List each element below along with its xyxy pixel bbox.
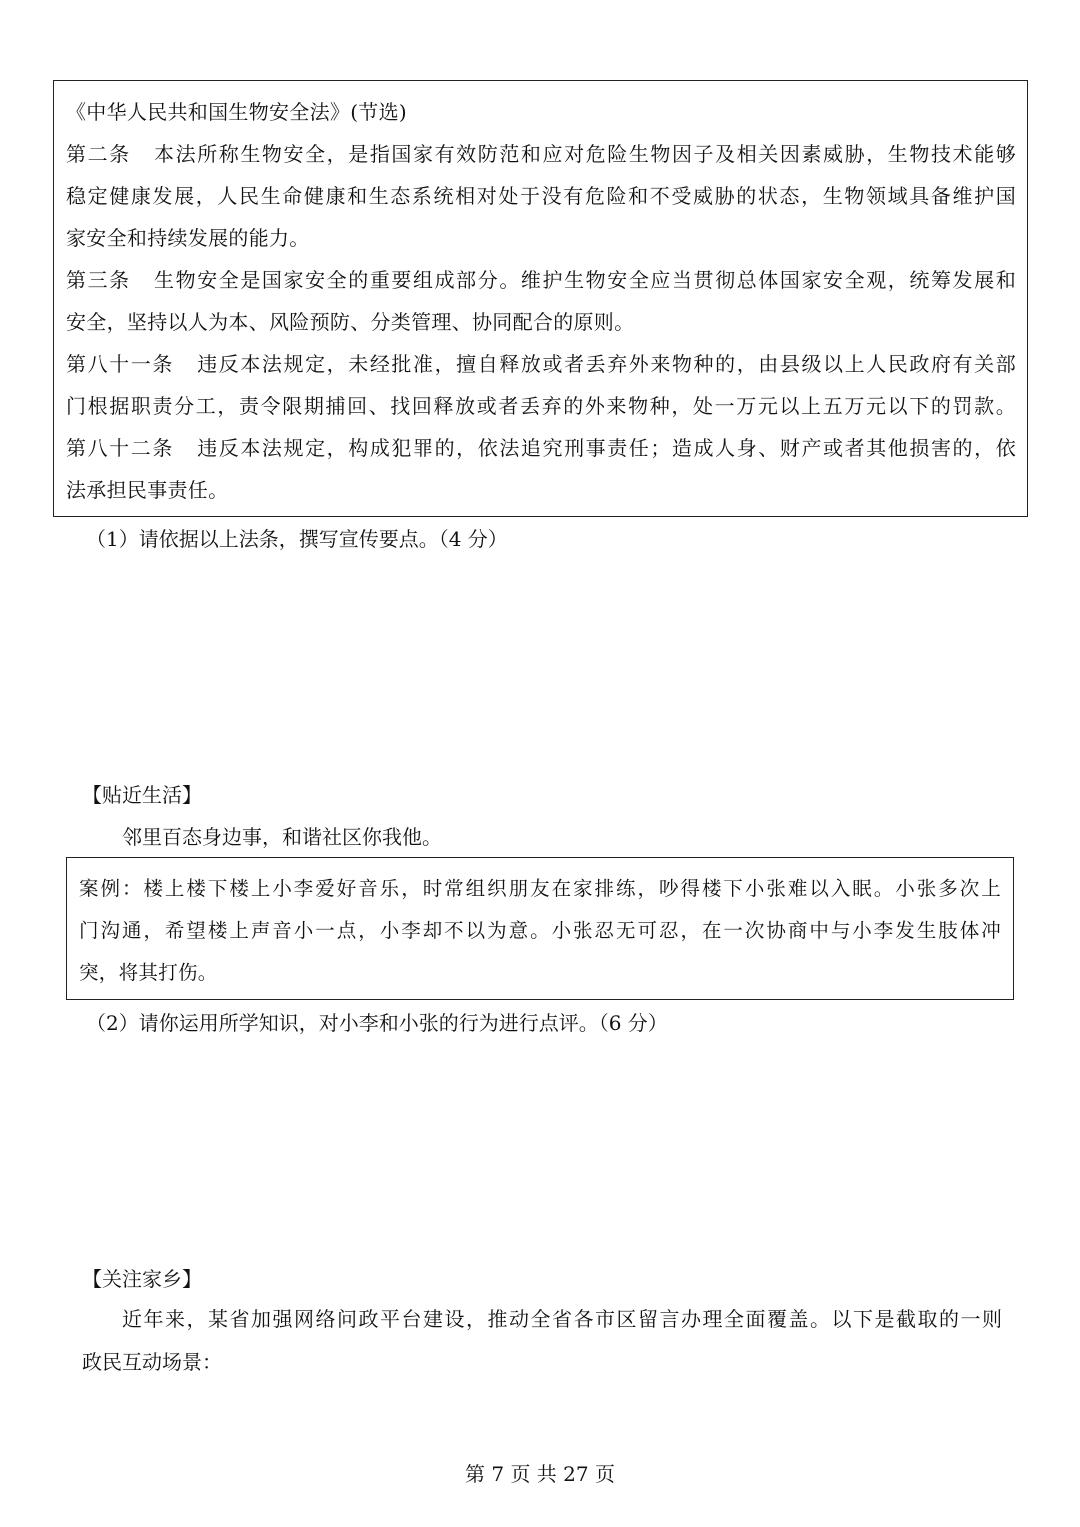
article-81-line-2: 门根据职责分工，责令限期捕回、找回释放或者丢弃的外来物种，处一万元以上五万元以下的罚款。: [66, 394, 1016, 418]
question-1: （1）请依据以上法条，撰写宣传要点。（4 分）: [86, 527, 508, 551]
article-3-line-1: 第三条 生物安全是国家安全的重要组成部分。维护生物安全应当贯彻总体国家安全观，统筹发展和: [66, 268, 1016, 292]
article-81-line-1: 第八十一条 违反本法规定，未经批准，擅自释放或者丢弃外来物种的，由县级以上人民政府有关部: [66, 352, 1016, 376]
article-2-line-2: 稳定健康发展，人民生命健康和生态系统相对处于没有危险和不受威胁的状态，生物领域具备维护国: [66, 184, 1016, 208]
section-heading-life: 【贴近生活】: [82, 783, 202, 807]
case-line-3: 突，将其打伤。: [79, 961, 218, 984]
page-footer: 第 7 页 共 27 页: [465, 1462, 615, 1486]
section-life-intro: 邻里百态身边事，和谐社区你我他。: [122, 825, 442, 849]
section-home-intro-line-2: 政民互动场景：: [82, 1350, 222, 1374]
case-line-1: 案例：楼上楼下楼上小李爱好音乐，时常组织朋友在家排练，吵得楼下小张难以入眠。小张多次上: [79, 877, 1001, 900]
question-2: （2）请你运用所学知识，对小李和小张的行为进行点评。（6 分）: [86, 1011, 668, 1035]
case-box: [66, 857, 1014, 1000]
section-home-intro-line-1: 近年来，某省加强网络问政平台建设，推动全省各市区留言办理全面覆盖。以下是截取的一则: [122, 1307, 1002, 1331]
article-2-line-3: 家安全和持续发展的能力。: [66, 226, 310, 250]
law-excerpt-box: [53, 80, 1028, 517]
article-2-line-1: 第二条 本法所称生物安全，是指国家有效防范和应对危险生物因子及相关因素威胁，生物技术能够: [66, 142, 1016, 166]
law-title: 《中华人民共和国生物安全法》(节选): [66, 100, 408, 124]
case-line-2: 门沟通，希望楼上声音小一点，小李却不以为意。小张忍无可忍，在一次协商中与小李发生肢体冲: [79, 919, 1001, 942]
article-3-line-2: 安全，坚持以人为本、风险预防、分类管理、协同配合的原则。: [66, 310, 635, 334]
article-82-line-2: 法承担民事责任。: [66, 478, 229, 502]
article-82-line-1: 第八十二条 违反本法规定，构成犯罪的，依法追究刑事责任；造成人身、财产或者其他损害的，依: [66, 436, 1016, 460]
section-heading-home: 【关注家乡】: [82, 1267, 202, 1291]
